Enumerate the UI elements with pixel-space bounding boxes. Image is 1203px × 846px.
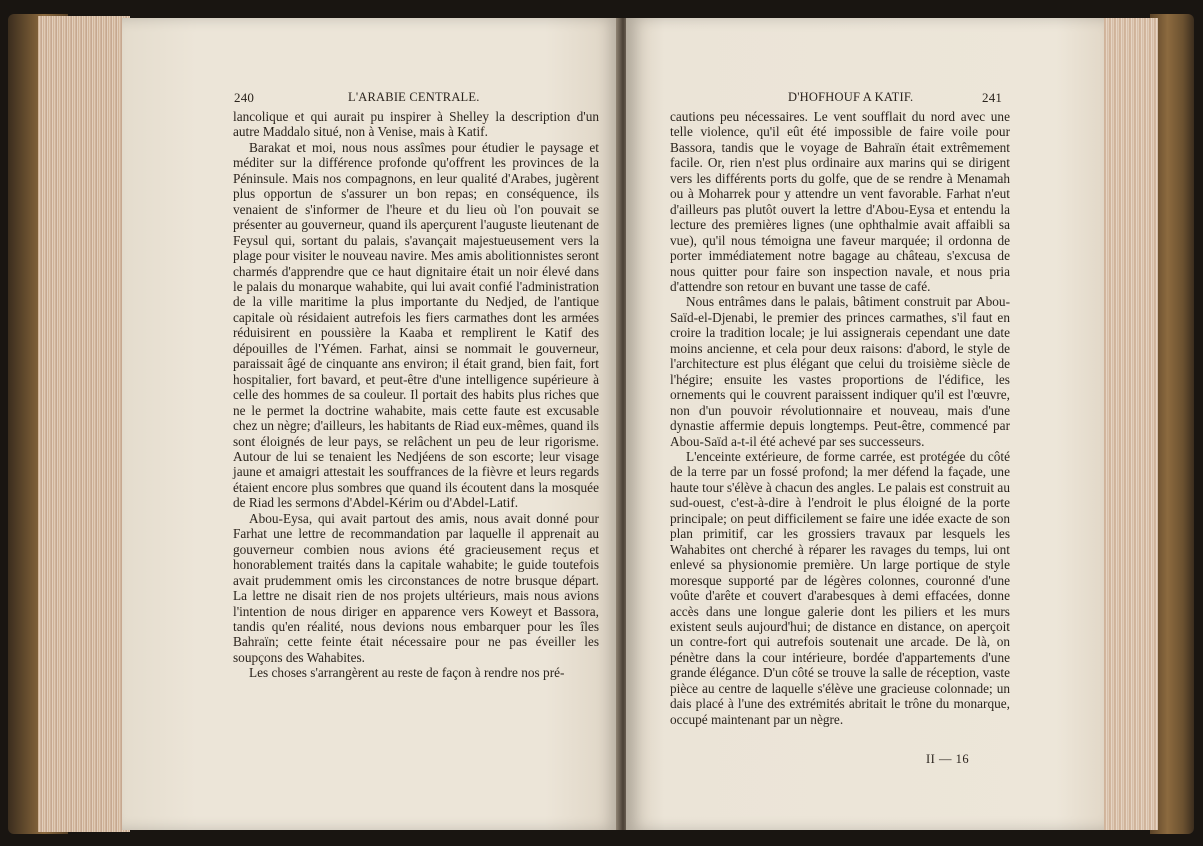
paragraph: cautions peu nécessaires. Le vent soufflait du nord avec une telle violence, qu'il eût été impossible de faire voile pour Bassora, tandis que le voyage de Bahraïn était extrêmement facile. Or, rien n'est plus ordinaire aux marins qui se dirigent vers les différents ports du golfe, que de se rendre à Menamah ou à Moharrek pour y attendre un vent favorable. Farhat n'eut d'ailleurs pas plutôt ouvert la lettre d'Abou-Eysa et entendu la lecture des premières lignes (une ophthalmie avait affaibli sa vue), qu'il nous témoigna une faveur marquée; il ordonna de porter immédiatement notre bagage au château, s'excusa de nous quitter pour faire son inspection navale, et nous pria d'attendre son retour en buvant une tasse de café. [670,109,1010,294]
paragraph: Nous entrâmes dans le palais, bâtiment construit par Abou-Saïd-el-Djenabi, le premier des princes carmathes, s'il faut en croire la tradition locale; je lui assignerais cependant une date moins ancienne, et cela pour deux raisons: d'abord, le style de l'architecture est plus élégant que celui du troisième siècle de l'hégire; ensuite les vastes proportions de l'édifice, les ornements qui le couvrent paraissent indiquer qu'il est l'œuvre, non d'un pouvoir révolutionnaire et nouveau, mais d'une dynastie affermie depuis longtemps. Peut-être, commencé par Abou-Saïd a-t-il été achevé par ses successeurs. [670,294,1010,449]
right-page [626,18,1104,830]
signature-mark: II — 16 [926,752,970,766]
left-page-number: 240 [234,90,255,105]
right-running-head: D'HOFHOUF A KATIF. [788,90,914,104]
paragraph: Les choses s'arrangèrent au reste de façon à rendre nos pré- [249,665,565,681]
right-page-body [670,109,1010,727]
paragraph: L'enceinte extérieure, de forme carrée, est protégée du côté de la terre par un fossé profond; la mer défend la façade, une haute tour s'élève à chacun des angles. Le palais est construit au sud-ouest, c'est-à-dire à l'endroit le plus éloigné de la porte principale; on peut difficilement se faire une idée exacte de son plan primitif, car les grossiers travaux par lesquels les Wahabites ont cherché à réparer les ravages du temps, lui ont enlevé sa physionomie première. Un large portique de style moresque supporté par de légères colonnes, couronné d'une voûte d'arête et couvert d'arabesques à demi effacées, donne accès dans une longue galerie dont les piliers et les murs existent seuls aujourd'hui; de distance en distance, on aperçoit un contre-fort qui autrefois soutenait une arcade. De là, on pénètre dans la cour intérieure, bordée d'appartements d'une grande élégance. D'un côté se trouve la salle de réception, vaste pièce au centre de laquelle s'élève une gracieuse colonnade; un dais placé à l'une des extrémités abritait le trône du monarque, occupé maintenant par un nègre. [670,448,1010,727]
right-page-number: 241 [982,90,1003,105]
paragraph: Barakat et moi, nous nous assîmes pour étudier le paysage et méditer sur la différence profonde qu'offrent les provinces de la Péninsule. Mais nos compagnons, en leur qualité d'Arabes, jugèrent plus opportun de s'assurer un bon repas; en conséquence, ils venaient de s'informer de l'heure et du lieu où l'on pouvait se présenter au gouverneur, quand ils aperçurent l'auguste lieutenant de Feysul qui, sortant du palais, s'avançait majestueusement vers la plage pour visiter le nouveau navire. Mes amis abolitionnistes seront charmés d'apprendre que ce haut dignitaire était un noir élevé dans le palais du monarque wahabite, qui lui avait confié l'administration de la ville maritime la plus importante du Nedjed, de l'antique capitale où résidaient autrefois les fiers carmathes dont les armées réduisirent en poussière la Kaaba et remplirent le Katif des dépouilles de l'Yémen. Farhat, ainsi se nommait le gouverneur, paraissait âgé de cinquante ans environ; il était grand, bien fait, fort hospitalier, fort bavard, et peut-être d'une intelligence supérieure à celle des hommes de sa couleur. Il portait des habits plus riches que ne le permet la doctrine wahabite, mais cette faute est excusable chez un nègre; d'ailleurs, les habitants de Riad eux-mêmes, quand ils sont éloignés de leur pays, se relâchent un peu de leur rigorisme. Autour de lui se tenaient les Nedjéens de son escorte; leur visage jaune et amaigri attestait les souffrances de la fièvre et leurs regards étaient encore plus sombres que quand ils écoutent dans la mosquée de Riad les sermons d'Abdel-Kérim ou d'Abdel-Latif. [233,139,599,511]
paragraph: Abou-Eysa, qui avait partout des amis, nous avait donné pour Farhat une lettre de recommandation par laquelle il apprenait au gouverneur combien nous avions été gracieusement reçus et honorablement traités dans la capitale wahabite; le guide toutefois avait prudemment omis les circonstances de notre brusque départ. La lettre ne disait rien de nos projets ultérieurs, mais nous avions l'intention de nous diriger en apparence vers Koweyt et Bassora, tandis qu'en réalité, nous devions nous embarquer pour les îles Bahraïn; cette feinte était nécessaire pour ne pas éveiller les soupçons des Wahabites. [233,510,599,665]
left-page-edges [38,16,130,832]
right-page-edges [1098,18,1158,830]
left-page [122,18,620,830]
left-page-body [233,109,599,681]
paragraph: lancolique et qui aurait pu inspirer à Shelley la description d'un autre Maddalo situé, non à Venise, mais à Katif. [233,109,599,140]
left-running-head: L'ARABIE CENTRALE. [348,90,480,104]
